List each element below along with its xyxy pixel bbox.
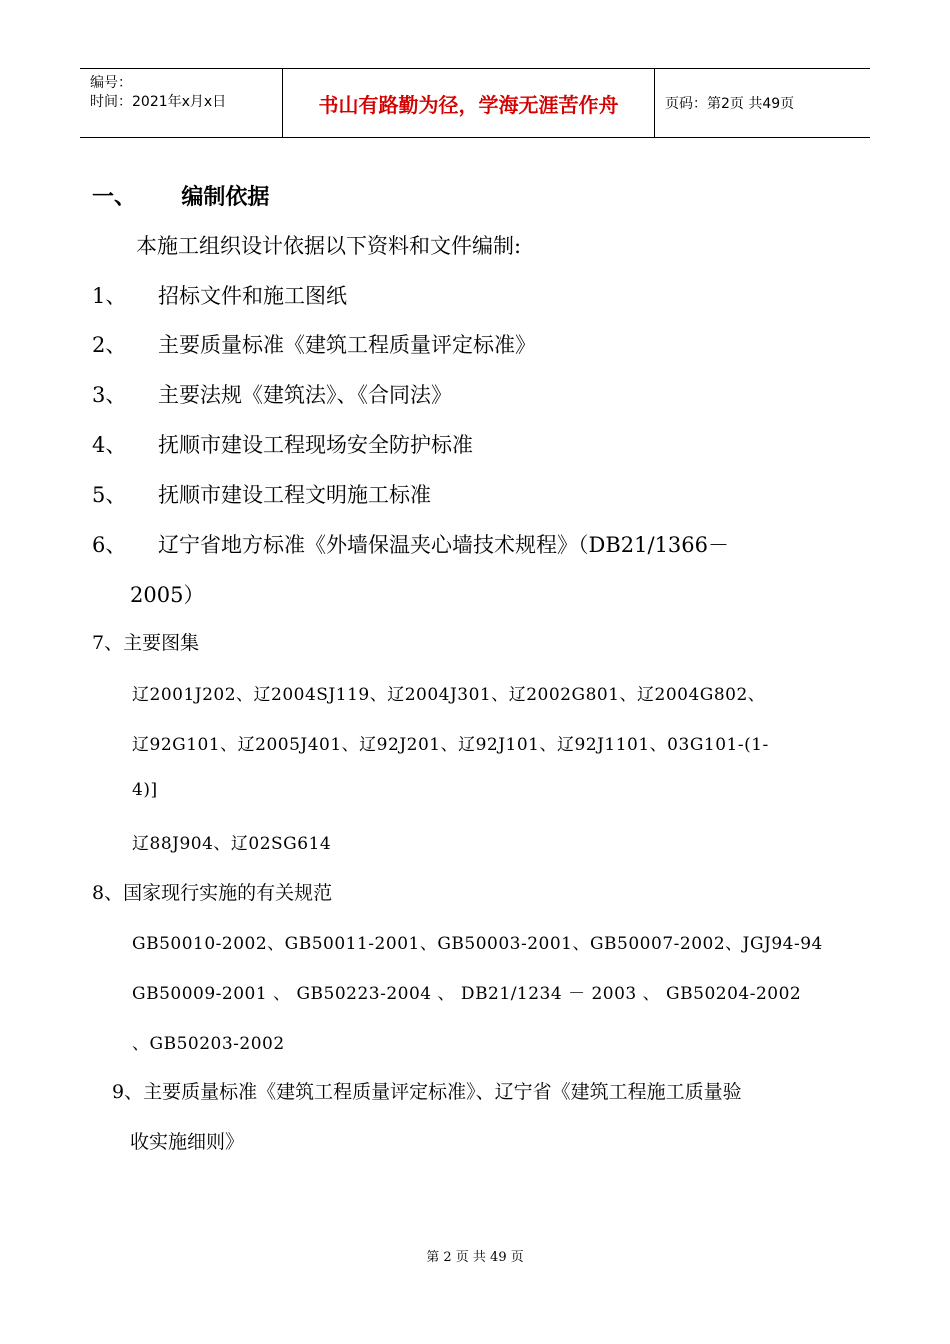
item8-line: 、GB50203-2002 xyxy=(132,1034,285,1054)
item7-line: 辽92G101、辽2005J401、辽92J201、辽92J101、辽92J1101、03G101-(1- xyxy=(132,735,769,755)
header-meta xyxy=(80,69,283,137)
header-motto: 书山有路勤为径，学海无涯苦作舟 xyxy=(283,69,655,137)
item7-line: 辽88J904、辽02SG614 xyxy=(132,834,332,854)
list-item: 6、 辽宁省地方标准《外墙保温夹心墙技术规程》（DB21/1366－ xyxy=(92,533,730,557)
intro-text: 本施工组织设计依据以下资料和文件编制: xyxy=(136,234,522,258)
list-item: 2、 主要质量标准《建筑工程质量评定标准》 xyxy=(92,333,536,357)
section-number: 一、 xyxy=(92,185,137,210)
page-header xyxy=(80,68,870,138)
item9-line: 收实施细则》 xyxy=(130,1131,245,1153)
item7-line: 辽2001J202、辽2004SJ119、辽2004J301、辽2002G801、辽2004G802、 xyxy=(132,685,766,705)
header-page-number: 页码：第2页 共49页 xyxy=(665,96,795,112)
item7-title: 7、主要图集 xyxy=(92,632,200,654)
item8-title: 8、国家现行实施的有关规范 xyxy=(92,882,333,904)
item8-line: GB50009-2001 、 GB50223-2004 、 DB21/1234 － 2003 、 GB50204-2002 xyxy=(132,984,802,1004)
list-item: 5、 抚顺市建设工程文明施工标准 xyxy=(92,483,431,507)
page-footer: 第 2 页 共 49 页 xyxy=(426,1250,524,1265)
item8-line: GB50010-2002、GB50011-2001、GB50003-2001、GB50007-2002、JGJ94-94 xyxy=(132,934,823,954)
list-item: 4、 抚顺市建设工程现场安全防护标准 xyxy=(92,433,473,457)
item9-line: 9、主要质量标准《建筑工程质量评定标准》、辽宁省《建筑工程施工质量验 xyxy=(112,1081,742,1103)
document-time: 时间：2021年x月x日 xyxy=(90,94,227,110)
section-title: 编制依据 xyxy=(181,185,270,210)
list-item: 1、 招标文件和施工图纸 xyxy=(92,284,347,308)
list-item: 3、 主要法规《建筑法》、《合同法》 xyxy=(92,383,452,407)
list-item-continuation: 2005） xyxy=(130,583,205,607)
item7-line: 4)] xyxy=(132,780,158,800)
section-heading xyxy=(92,180,269,211)
document-number: 编号： xyxy=(90,75,132,91)
